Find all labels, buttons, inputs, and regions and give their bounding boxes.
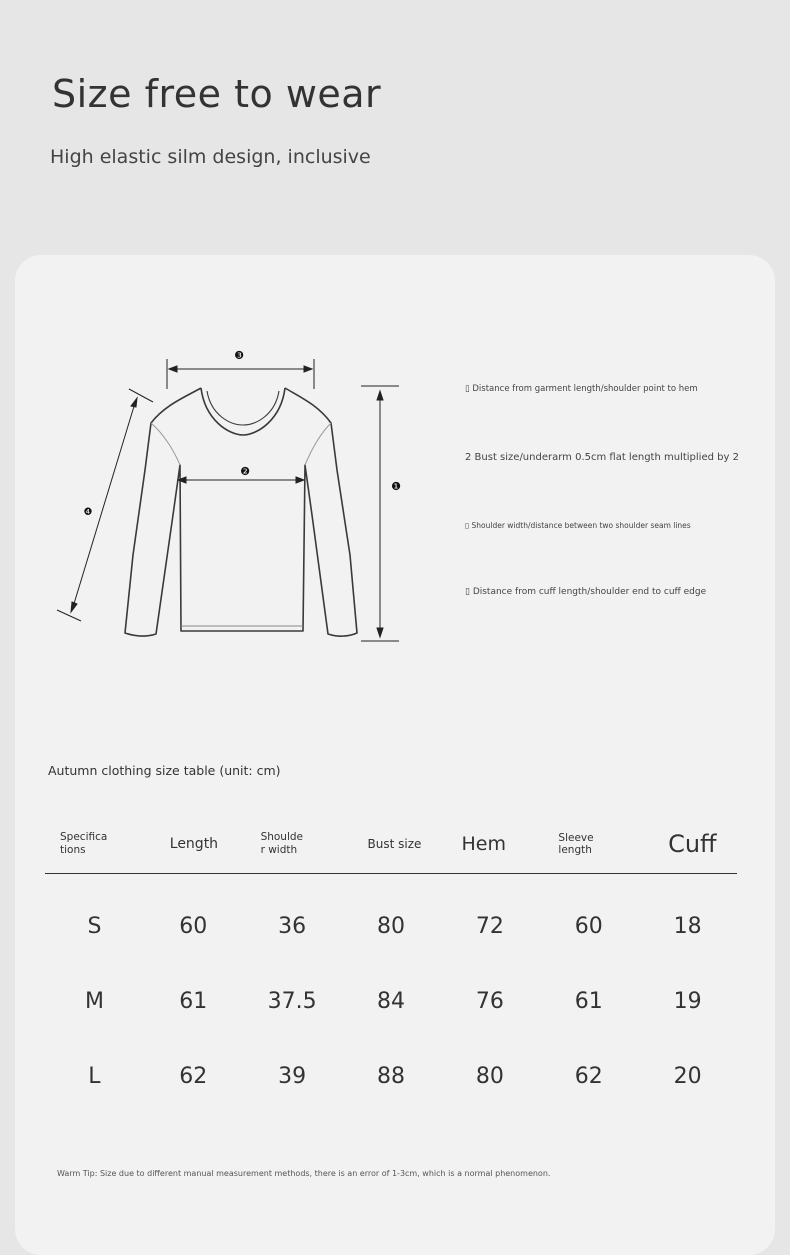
shirt-outline: [125, 388, 357, 636]
legend-sleeve: ▯ Distance from cuff length/shoulder end to cuff edge: [465, 587, 707, 597]
cell-bust-size: 84: [377, 989, 405, 1014]
cell-size: L: [88, 1064, 101, 1089]
header-text: Shoulde: [260, 831, 304, 843]
measure-markers: [84, 349, 402, 518]
cell-size: M: [84, 989, 104, 1014]
cell-bust-size: 88: [377, 1064, 405, 1089]
marker-sleeve: ❹: [83, 507, 93, 518]
cell-sleeve-length: 61: [574, 989, 603, 1014]
cell-hem: 76: [475, 989, 504, 1014]
cell-cuff: 18: [673, 914, 702, 939]
cell-hem: 80: [475, 1064, 504, 1089]
cell-hem: 72: [475, 914, 504, 939]
marker-shoulder: ❸: [234, 349, 244, 362]
cell-shoulder-width: 39: [278, 1064, 307, 1089]
warm-tip: Warm Tip: Size due to different manual measurement methods, there is an error of 1-3cm, which is a normal phenomenon.: [57, 1169, 551, 1178]
header-bust-size: Bust size: [367, 837, 422, 851]
header-cuff: Cuff: [668, 830, 717, 858]
marker-bust: ❷: [240, 465, 250, 478]
marker-length: ❶: [391, 480, 401, 493]
header-specifications: [45, 831, 149, 857]
cell-cuff: 19: [673, 989, 702, 1014]
legend-bust: 2 Bust size/underarm 0.5cm flat length multiplied by 2: [465, 452, 739, 463]
cell-size: S: [87, 914, 102, 939]
table-row: [45, 889, 737, 964]
cell-shoulder-width: 36: [278, 914, 307, 939]
header-text: Specifica: [60, 831, 108, 843]
cell-bust-size: 80: [377, 914, 405, 939]
shirt-measurement-diagram: [15, 255, 775, 675]
header-text: Sleeve: [558, 832, 594, 844]
header-shoulder-width: [239, 831, 350, 857]
cell-sleeve-length: 60: [574, 914, 603, 939]
size-card: [15, 255, 775, 1255]
header-hem: Hem: [461, 833, 507, 855]
table-row: [45, 1039, 737, 1114]
header-text: length: [558, 844, 592, 856]
cell-sleeve-length: 62: [574, 1064, 603, 1089]
cell-length: 62: [179, 1064, 208, 1089]
header-sleeve-length: [528, 832, 647, 856]
cell-length: 61: [179, 989, 208, 1014]
table-header-row: [45, 815, 737, 874]
size-table: [45, 815, 737, 1114]
cell-cuff: 20: [673, 1064, 702, 1089]
measure-lines: [57, 359, 399, 641]
page-subtitle: High elastic silm design, inclusive: [50, 146, 371, 168]
header-text: tions: [60, 844, 86, 856]
table-caption: Autumn clothing size table (unit: cm): [48, 763, 281, 778]
table-row: [45, 964, 737, 1039]
legend-shoulder: ▯ Shoulder width/distance between two shoulder seam lines: [465, 521, 691, 530]
cell-length: 60: [179, 914, 208, 939]
header-length: Length: [169, 836, 219, 852]
header-text: r width: [260, 844, 298, 856]
page-title: Size free to wear: [52, 72, 382, 116]
legend-length: ▯ Distance from garment length/shoulder point to hem: [465, 384, 698, 394]
cell-shoulder-width: 37.5: [267, 989, 317, 1014]
